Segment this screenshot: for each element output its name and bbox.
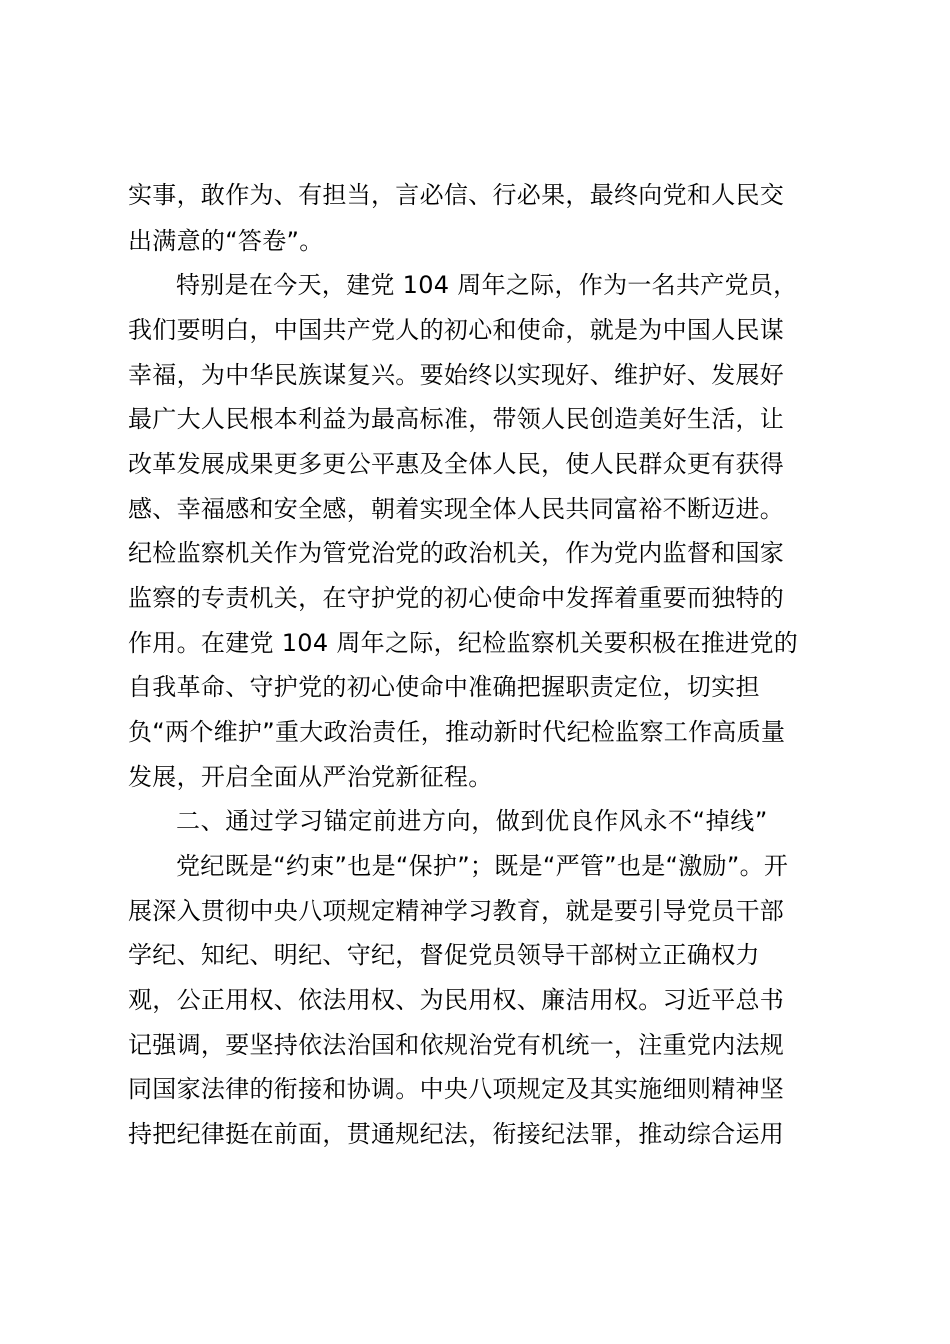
- text-line: 发展，开启全面从严治党新征程。: [128, 763, 493, 791]
- section-heading: 二、通过学习锚定前进方向，做到优良作风永不“掉线”: [176, 807, 768, 835]
- text-line: 纪检监察机关作为管党治党的政治机关，作为党内监督和国家: [128, 539, 785, 567]
- text-line: 观，公正用权、依法用权、为民用权、廉洁用权。习近平总书: [128, 986, 785, 1014]
- text-line: 自我革命、守护党的初心使命中准确把握职责定位，切实担: [128, 673, 760, 701]
- text-line: 感、幸福感和安全感，朝着实现全体人民共同富裕不断迈进。: [128, 495, 785, 523]
- text-line: 展深入贯彻中央八项规定精神学习教育，就是要引导党员干部: [128, 897, 785, 925]
- text-line: 记强调，要坚持依法治国和依规治党有机统一，注重党内法规: [128, 1031, 785, 1059]
- text-line: 幸福，为中华民族谋复兴。要始终以实现好、维护好、发展好: [128, 361, 785, 389]
- text-line: 监察的专责机关，在守护党的初心使命中发挥着重要而独特的: [128, 584, 785, 612]
- text-line: 负“两个维护”重大政治责任，推动新时代纪检监察工作高质量: [128, 718, 786, 746]
- text-line: 改革发展成果更多更公平惠及全体人民，使人民群众更有获得: [128, 450, 785, 478]
- text-line: 最广大人民根本利益为最高标准，带领人民创造美好生活，让: [128, 405, 785, 433]
- text-line: 实事，敢作为、有担当，言必信、行必果，最终向党和人民交: [128, 181, 785, 209]
- text-line: 出满意的“答卷”。: [128, 227, 324, 255]
- text-line: 学纪、知纪、明纪、守纪，督促党员领导干部树立正确权力: [128, 941, 760, 969]
- text-line: 持把纪律挺在前面，贯通规纪法，衔接纪法罪，推动综合运用: [128, 1120, 785, 1148]
- text-line: 作用。在建党 104 周年之际，纪检监察机关要积极在推进党的: [128, 629, 799, 657]
- text-line: 我们要明白，中国共产党人的初心和使命，就是为中国人民谋: [128, 316, 785, 344]
- paragraph-start-line: 特别是在今天，建党 104 周年之际，作为一名共产党员，: [176, 271, 798, 299]
- paragraph-start-line: 党纪既是“约束”也是“保护”；既是“严管”也是“激励”。开: [176, 852, 789, 880]
- text-line: 同国家法律的衔接和协调。中央八项规定及其实施细则精神坚: [128, 1075, 785, 1103]
